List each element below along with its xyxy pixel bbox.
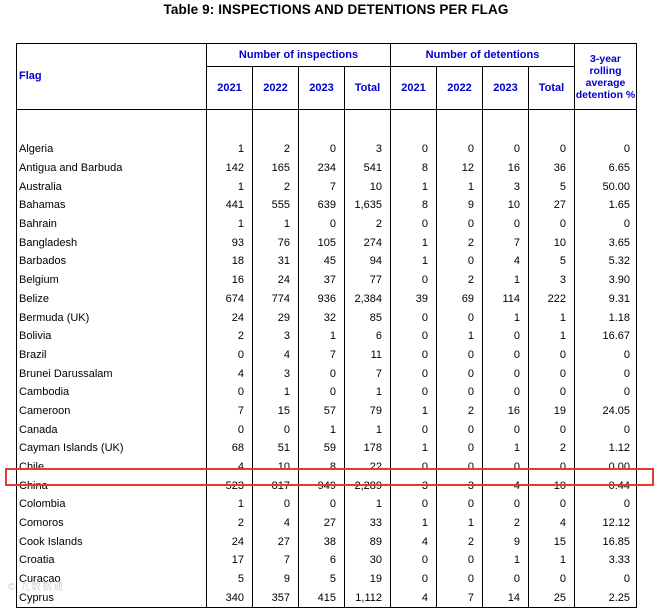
value-cell: 4	[483, 252, 529, 271]
flag-cell: Bahrain	[17, 215, 207, 234]
value-cell: 0	[299, 140, 345, 159]
value-cell: 0	[391, 570, 437, 589]
flag-cell: Curacao	[17, 570, 207, 589]
value-cell: 2	[437, 233, 483, 252]
value-cell: 69	[437, 290, 483, 309]
value-cell: 5	[529, 177, 575, 196]
rolling-average-header: 3-year rolling average detention %	[575, 44, 637, 110]
value-cell: 8	[391, 159, 437, 178]
value-cell: 0	[483, 420, 529, 439]
value-cell: 0	[437, 570, 483, 589]
value-cell: 774	[253, 290, 299, 309]
table-row	[17, 458, 637, 477]
table-title: Table 9: INSPECTIONS AND DETENTIONS PER FLAG	[163, 2, 509, 17]
value-cell: 7	[437, 589, 483, 608]
percent-cell: 1.18	[575, 308, 637, 327]
value-cell: 0	[483, 458, 529, 477]
value-cell: 2	[437, 532, 483, 551]
flag-cell: Bolivia	[17, 327, 207, 346]
value-cell: 5	[529, 252, 575, 271]
value-cell: 3	[391, 476, 437, 495]
inspections-group-header: Number of inspections	[207, 44, 391, 67]
percent-cell: 12.12	[575, 514, 637, 533]
value-cell: 1	[299, 420, 345, 439]
value-cell: 0	[483, 327, 529, 346]
percent-cell: 0	[575, 215, 637, 234]
year-header: 2023	[483, 67, 529, 110]
table-row	[17, 346, 637, 365]
value-cell: 0	[391, 364, 437, 383]
table-row	[17, 140, 637, 159]
flag-cell: Brunei Darussalam	[17, 364, 207, 383]
table-row	[17, 290, 637, 309]
percent-cell: 3.90	[575, 271, 637, 290]
percent-cell: 24.05	[575, 402, 637, 421]
table-row	[17, 532, 637, 551]
value-cell: 340	[207, 589, 253, 608]
value-cell: 523	[207, 476, 253, 495]
value-cell: 1	[529, 308, 575, 327]
flag-cell: Comoros	[17, 514, 207, 533]
value-cell: 0	[437, 215, 483, 234]
value-cell: 0	[529, 140, 575, 159]
year-header: 2021	[391, 67, 437, 110]
value-cell: 15	[253, 402, 299, 421]
value-cell: 0	[437, 383, 483, 402]
value-cell: 16	[207, 271, 253, 290]
value-cell: 0	[529, 570, 575, 589]
value-cell: 30	[345, 551, 391, 570]
value-cell: 0	[391, 551, 437, 570]
flag-cell: Canada	[17, 420, 207, 439]
percent-cell: 0	[575, 420, 637, 439]
value-cell: 1	[391, 252, 437, 271]
value-cell: 24	[207, 308, 253, 327]
value-cell: 2,289	[345, 476, 391, 495]
value-cell: 89	[345, 532, 391, 551]
watermark: © 九数据通	[8, 582, 65, 593]
value-cell: 415	[299, 589, 345, 608]
table-row	[17, 327, 637, 346]
table-row	[17, 233, 637, 252]
value-cell: 2	[207, 514, 253, 533]
flag-header: Flag	[17, 44, 207, 110]
value-cell: 15	[529, 532, 575, 551]
value-cell: 0	[529, 495, 575, 514]
value-cell: 0	[391, 327, 437, 346]
value-cell: 0	[529, 383, 575, 402]
value-cell: 3	[253, 327, 299, 346]
value-cell: 0	[483, 570, 529, 589]
flag-cell: Barbados	[17, 252, 207, 271]
flag-cell: Cyprus	[17, 589, 207, 608]
value-cell: 0	[207, 420, 253, 439]
percent-cell: 0	[575, 570, 637, 589]
value-cell: 19	[345, 570, 391, 589]
value-cell: 2	[207, 327, 253, 346]
value-cell: 0	[437, 252, 483, 271]
year-header: 2023	[299, 67, 345, 110]
percent-cell: 16.85	[575, 532, 637, 551]
value-cell: 36	[529, 159, 575, 178]
value-cell: 2	[529, 439, 575, 458]
percent-cell: 9.31	[575, 290, 637, 309]
value-cell: 77	[345, 271, 391, 290]
flag-cell: Cambodia	[17, 383, 207, 402]
table-row	[17, 570, 637, 589]
value-cell: 0	[483, 346, 529, 365]
value-cell: 4	[207, 364, 253, 383]
table-row	[17, 159, 637, 178]
table-row	[17, 589, 637, 608]
value-cell: 2	[253, 140, 299, 159]
value-cell: 0	[483, 140, 529, 159]
value-cell: 1	[207, 140, 253, 159]
value-cell: 24	[253, 271, 299, 290]
value-cell: 7	[483, 233, 529, 252]
value-cell: 817	[253, 476, 299, 495]
value-cell: 0	[437, 308, 483, 327]
value-cell: 10	[483, 196, 529, 215]
value-cell: 22	[345, 458, 391, 477]
value-cell: 1	[437, 177, 483, 196]
flag-cell: Colombia	[17, 495, 207, 514]
value-cell: 441	[207, 196, 253, 215]
value-cell: 7	[253, 551, 299, 570]
value-cell: 1	[207, 215, 253, 234]
value-cell: 1	[207, 495, 253, 514]
value-cell: 0	[299, 383, 345, 402]
flag-cell: Croatia	[17, 551, 207, 570]
value-cell: 1	[391, 514, 437, 533]
table-row	[17, 402, 637, 421]
value-cell: 4	[253, 346, 299, 365]
value-cell: 0	[299, 495, 345, 514]
value-cell: 1,635	[345, 196, 391, 215]
value-cell: 1	[391, 233, 437, 252]
flag-cell: Bermuda (UK)	[17, 308, 207, 327]
value-cell: 0	[437, 140, 483, 159]
percent-cell: 2.25	[575, 589, 637, 608]
table-row	[17, 215, 637, 234]
value-cell: 16	[483, 159, 529, 178]
value-cell: 555	[253, 196, 299, 215]
value-cell: 3	[253, 364, 299, 383]
value-cell: 32	[299, 308, 345, 327]
value-cell: 0	[391, 420, 437, 439]
percent-cell: 50.00	[575, 177, 637, 196]
percent-cell: 0	[575, 346, 637, 365]
value-cell: 1	[207, 177, 253, 196]
value-cell: 4	[483, 476, 529, 495]
value-cell: 38	[299, 532, 345, 551]
value-cell: 18	[207, 252, 253, 271]
percent-cell: 1.12	[575, 439, 637, 458]
inspections-table	[16, 43, 637, 608]
value-cell: 0	[483, 383, 529, 402]
flag-cell: Cayman Islands (UK)	[17, 439, 207, 458]
value-cell: 4	[391, 589, 437, 608]
value-cell: 4	[207, 458, 253, 477]
value-cell: 0	[391, 215, 437, 234]
value-cell: 7	[207, 402, 253, 421]
value-cell: 31	[253, 252, 299, 271]
flag-cell: Belize	[17, 290, 207, 309]
value-cell: 9	[253, 570, 299, 589]
flag-cell: Antigua and Barbuda	[17, 159, 207, 178]
value-cell: 674	[207, 290, 253, 309]
flag-cell: Brazil	[17, 346, 207, 365]
table-row	[17, 364, 637, 383]
value-cell: 0	[437, 364, 483, 383]
value-cell: 27	[253, 532, 299, 551]
value-cell: 0	[207, 383, 253, 402]
value-cell: 1,112	[345, 589, 391, 608]
value-cell: 3	[483, 177, 529, 196]
value-cell: 541	[345, 159, 391, 178]
value-cell: 1	[483, 551, 529, 570]
value-cell: 0	[253, 495, 299, 514]
value-cell: 51	[253, 439, 299, 458]
percent-cell: 3.33	[575, 551, 637, 570]
value-cell: 0	[437, 551, 483, 570]
percent-cell: 6.65	[575, 159, 637, 178]
value-cell: 3	[345, 140, 391, 159]
value-cell: 0	[391, 308, 437, 327]
value-cell: 0	[529, 420, 575, 439]
value-cell: 1	[483, 308, 529, 327]
value-cell: 4	[391, 532, 437, 551]
value-cell: 24	[207, 532, 253, 551]
value-cell: 1	[253, 383, 299, 402]
value-cell: 68	[207, 439, 253, 458]
table-row	[17, 383, 637, 402]
value-cell: 0	[391, 383, 437, 402]
value-cell: 1	[483, 439, 529, 458]
value-cell: 8	[299, 458, 345, 477]
percent-cell: 0	[575, 364, 637, 383]
value-cell: 7	[345, 364, 391, 383]
percent-cell: 0.44	[575, 476, 637, 495]
value-cell: 27	[529, 196, 575, 215]
value-cell: 0	[253, 420, 299, 439]
percent-cell: 0.00	[575, 458, 637, 477]
value-cell: 9	[483, 532, 529, 551]
year-header: 2022	[437, 67, 483, 110]
flag-cell: China	[17, 476, 207, 495]
value-cell: 1	[391, 177, 437, 196]
value-cell: 0	[207, 346, 253, 365]
percent-cell: 1.65	[575, 196, 637, 215]
value-cell: 6	[299, 551, 345, 570]
table-row	[17, 177, 637, 196]
total-header: Total	[529, 67, 575, 110]
value-cell: 936	[299, 290, 345, 309]
value-cell: 16	[483, 402, 529, 421]
value-cell: 7	[299, 346, 345, 365]
value-cell: 1	[437, 327, 483, 346]
value-cell: 3	[437, 476, 483, 495]
table-row	[17, 196, 637, 215]
percent-cell: 5.32	[575, 252, 637, 271]
value-cell: 1	[345, 383, 391, 402]
value-cell: 0	[437, 495, 483, 514]
table-row	[17, 439, 637, 458]
value-cell: 10	[529, 233, 575, 252]
value-cell: 2	[253, 177, 299, 196]
value-cell: 94	[345, 252, 391, 271]
value-cell: 178	[345, 439, 391, 458]
percent-cell: 3.65	[575, 233, 637, 252]
value-cell: 7	[299, 177, 345, 196]
spacer-row	[17, 110, 637, 141]
value-cell: 5	[299, 570, 345, 589]
value-cell: 3	[529, 271, 575, 290]
value-cell: 10	[253, 458, 299, 477]
percent-cell: 0	[575, 495, 637, 514]
table-row	[17, 252, 637, 271]
value-cell: 25	[529, 589, 575, 608]
flag-cell: Australia	[17, 177, 207, 196]
table-row	[17, 476, 637, 495]
table-row	[17, 308, 637, 327]
value-cell: 114	[483, 290, 529, 309]
value-cell: 11	[345, 346, 391, 365]
value-cell: 0	[529, 346, 575, 365]
value-cell: 12	[437, 159, 483, 178]
value-cell: 59	[299, 439, 345, 458]
value-cell: 5	[207, 570, 253, 589]
table-row	[17, 271, 637, 290]
flag-cell: Chile	[17, 458, 207, 477]
total-header: Total	[345, 67, 391, 110]
value-cell: 0	[483, 495, 529, 514]
value-cell: 949	[299, 476, 345, 495]
value-cell: 234	[299, 159, 345, 178]
value-cell: 2	[437, 402, 483, 421]
value-cell: 29	[253, 308, 299, 327]
percent-cell: 16.67	[575, 327, 637, 346]
value-cell: 45	[299, 252, 345, 271]
value-cell: 0	[437, 458, 483, 477]
value-cell: 1	[391, 439, 437, 458]
value-cell: 142	[207, 159, 253, 178]
year-header: 2021	[207, 67, 253, 110]
value-cell: 0	[483, 215, 529, 234]
value-cell: 0	[437, 439, 483, 458]
value-cell: 8	[391, 196, 437, 215]
value-cell: 357	[253, 589, 299, 608]
value-cell: 1	[345, 420, 391, 439]
table-row	[17, 514, 637, 533]
value-cell: 1	[345, 495, 391, 514]
value-cell: 222	[529, 290, 575, 309]
value-cell: 17	[207, 551, 253, 570]
value-cell: 2	[483, 514, 529, 533]
value-cell: 0	[391, 458, 437, 477]
value-cell: 639	[299, 196, 345, 215]
table-body	[17, 110, 637, 608]
value-cell: 37	[299, 271, 345, 290]
value-cell: 2	[345, 215, 391, 234]
value-cell: 0	[437, 420, 483, 439]
value-cell: 1	[391, 402, 437, 421]
value-cell: 19	[529, 402, 575, 421]
flag-cell: Bangladesh	[17, 233, 207, 252]
value-cell: 0	[391, 346, 437, 365]
flag-cell: Belgium	[17, 271, 207, 290]
value-cell: 4	[253, 514, 299, 533]
table-row	[17, 551, 637, 570]
value-cell: 10	[345, 177, 391, 196]
value-cell: 0	[391, 140, 437, 159]
value-cell: 85	[345, 308, 391, 327]
value-cell: 0	[529, 458, 575, 477]
value-cell: 0	[391, 271, 437, 290]
value-cell: 33	[345, 514, 391, 533]
value-cell: 6	[345, 327, 391, 346]
value-cell: 0	[299, 215, 345, 234]
value-cell: 0	[391, 495, 437, 514]
table-row	[17, 420, 637, 439]
value-cell: 76	[253, 233, 299, 252]
detentions-group-header: Number of detentions	[391, 44, 575, 67]
value-cell: 1	[437, 514, 483, 533]
percent-cell: 0	[575, 140, 637, 159]
flag-cell: Algeria	[17, 140, 207, 159]
value-cell: 165	[253, 159, 299, 178]
value-cell: 27	[299, 514, 345, 533]
value-cell: 4	[529, 514, 575, 533]
value-cell: 39	[391, 290, 437, 309]
value-cell: 79	[345, 402, 391, 421]
value-cell: 9	[437, 196, 483, 215]
value-cell: 1	[529, 327, 575, 346]
value-cell: 2	[437, 271, 483, 290]
value-cell: 1	[529, 551, 575, 570]
flag-cell: Cook Islands	[17, 532, 207, 551]
value-cell: 2,384	[345, 290, 391, 309]
value-cell: 274	[345, 233, 391, 252]
value-cell: 0	[529, 364, 575, 383]
value-cell: 0	[529, 215, 575, 234]
table-row	[17, 495, 637, 514]
value-cell: 0	[299, 364, 345, 383]
value-cell: 0	[437, 346, 483, 365]
flag-cell: Bahamas	[17, 196, 207, 215]
value-cell: 57	[299, 402, 345, 421]
year-header: 2022	[253, 67, 299, 110]
flag-cell: Cameroon	[17, 402, 207, 421]
value-cell: 14	[483, 589, 529, 608]
value-cell: 1	[483, 271, 529, 290]
percent-cell: 0	[575, 383, 637, 402]
value-cell: 93	[207, 233, 253, 252]
value-cell: 105	[299, 233, 345, 252]
value-cell: 10	[529, 476, 575, 495]
value-cell: 1	[253, 215, 299, 234]
value-cell: 0	[483, 364, 529, 383]
value-cell: 1	[299, 327, 345, 346]
